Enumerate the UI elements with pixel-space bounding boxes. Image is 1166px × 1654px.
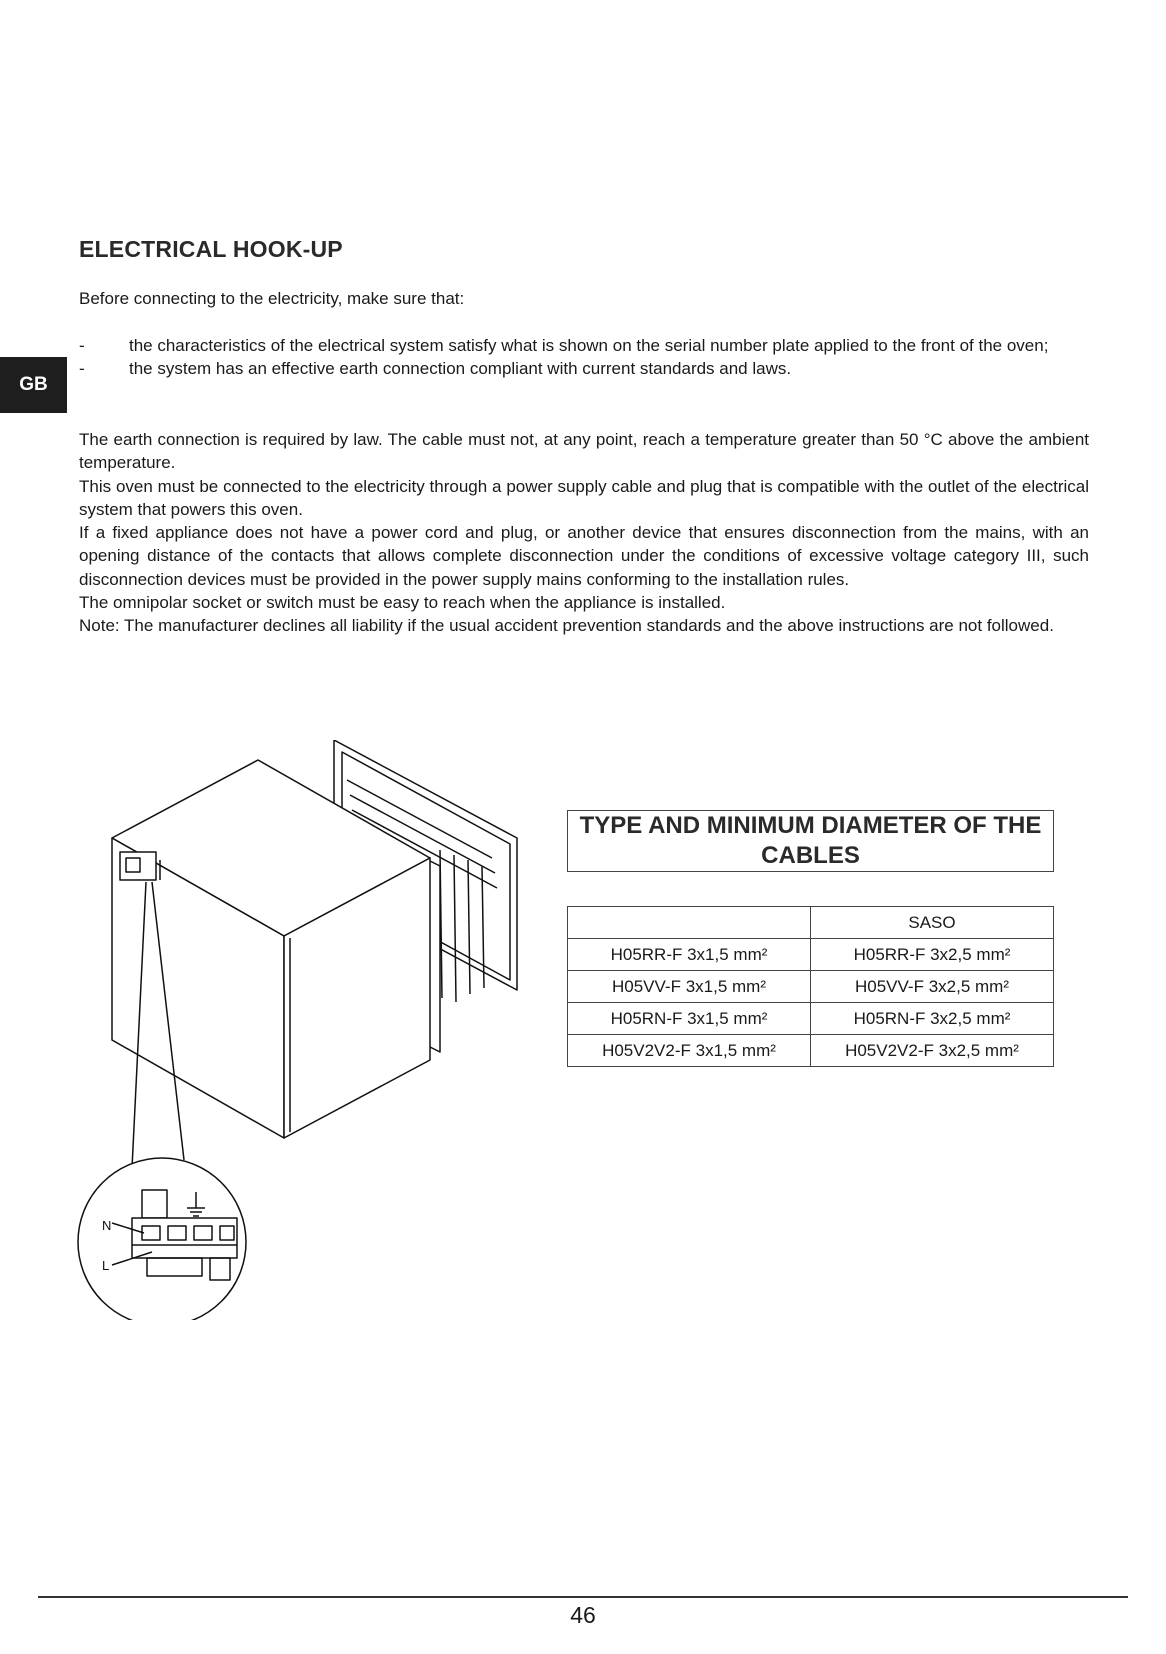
table-cell: H05RR-F 3x2,5 mm² xyxy=(811,939,1054,971)
paragraph-omnipolar: The omnipolar socket or switch must be easy to reach when the appliance is installed. xyxy=(79,593,726,613)
body-text xyxy=(79,428,1089,638)
paragraph-note: Note: The manufacturer declines all liability if the usual accident prevention standards and the above instructions are not followed. xyxy=(79,616,1054,636)
table-cell: H05RN-F 3x2,5 mm² xyxy=(811,1003,1054,1035)
table-cell: H05RR-F 3x1,5 mm² xyxy=(568,939,811,971)
table-header-cell xyxy=(568,907,811,939)
table-row xyxy=(568,971,1054,1003)
terminal-block xyxy=(132,1218,237,1258)
table-cell: H05VV-F 3x2,5 mm² xyxy=(811,971,1054,1003)
paragraph-fixed-appliance: If a fixed appliance does not have a power cord and plug, or another device that ensures disconnection from the mains, with an opening distance of the contacts that allows complete disconnection under the conditions of excessive voltage category III, such disconnection devices must be provided in the power supply mains conforming to the installation rules. xyxy=(79,523,1089,589)
table-header-row xyxy=(568,907,1054,939)
table-cell: H05VV-F 3x1,5 mm² xyxy=(568,971,811,1003)
table-row xyxy=(568,1035,1054,1067)
list-item xyxy=(79,357,1089,380)
bullet-marker: - xyxy=(79,336,85,355)
cable-table xyxy=(567,906,1054,1067)
table-cell: H05V2V2-F 3x2,5 mm² xyxy=(811,1035,1054,1067)
oven-connection-illustration xyxy=(72,740,527,1320)
bullet-marker: - xyxy=(79,359,85,379)
page-number: 46 xyxy=(570,1602,596,1628)
table-header-cell: SASO xyxy=(811,907,1054,939)
table-cell: H05RN-F 3x1,5 mm² xyxy=(568,1003,811,1035)
section-title: ELECTRICAL HOOK-UP xyxy=(79,236,343,262)
cable-table-title: TYPE AND MINIMUM DIAMETER OF THE CABLES xyxy=(567,810,1054,872)
label-line: L xyxy=(102,1258,110,1273)
requirements-list xyxy=(79,334,1089,381)
footer-divider xyxy=(38,1596,1128,1598)
bullet-text: the characteristics of the electrical system satisfy what is shown on the serial number plate applied to the front of the oven; xyxy=(129,336,1049,355)
paragraph-earth: The earth connection is required by law. The cable must not, at any point, reach a temperature greater than 50 °C above the ambient temperature. xyxy=(79,430,1089,473)
intro-text: Before connecting to the electricity, make sure that: xyxy=(79,289,465,308)
table-row xyxy=(568,1003,1054,1035)
table-cell: H05V2V2-F 3x1,5 mm² xyxy=(568,1035,811,1067)
table-row xyxy=(568,939,1054,971)
list-item xyxy=(79,334,1089,357)
label-neutral: N xyxy=(102,1218,112,1233)
paragraph-cable: This oven must be connected to the electricity through a power supply cable and plug that is compatible with the outlet of the electrical system that powers this oven. xyxy=(79,476,1089,519)
bullet-text: the system has an effective earth connection compliant with current standards and laws. xyxy=(129,359,792,379)
language-tab: GB xyxy=(0,357,67,413)
